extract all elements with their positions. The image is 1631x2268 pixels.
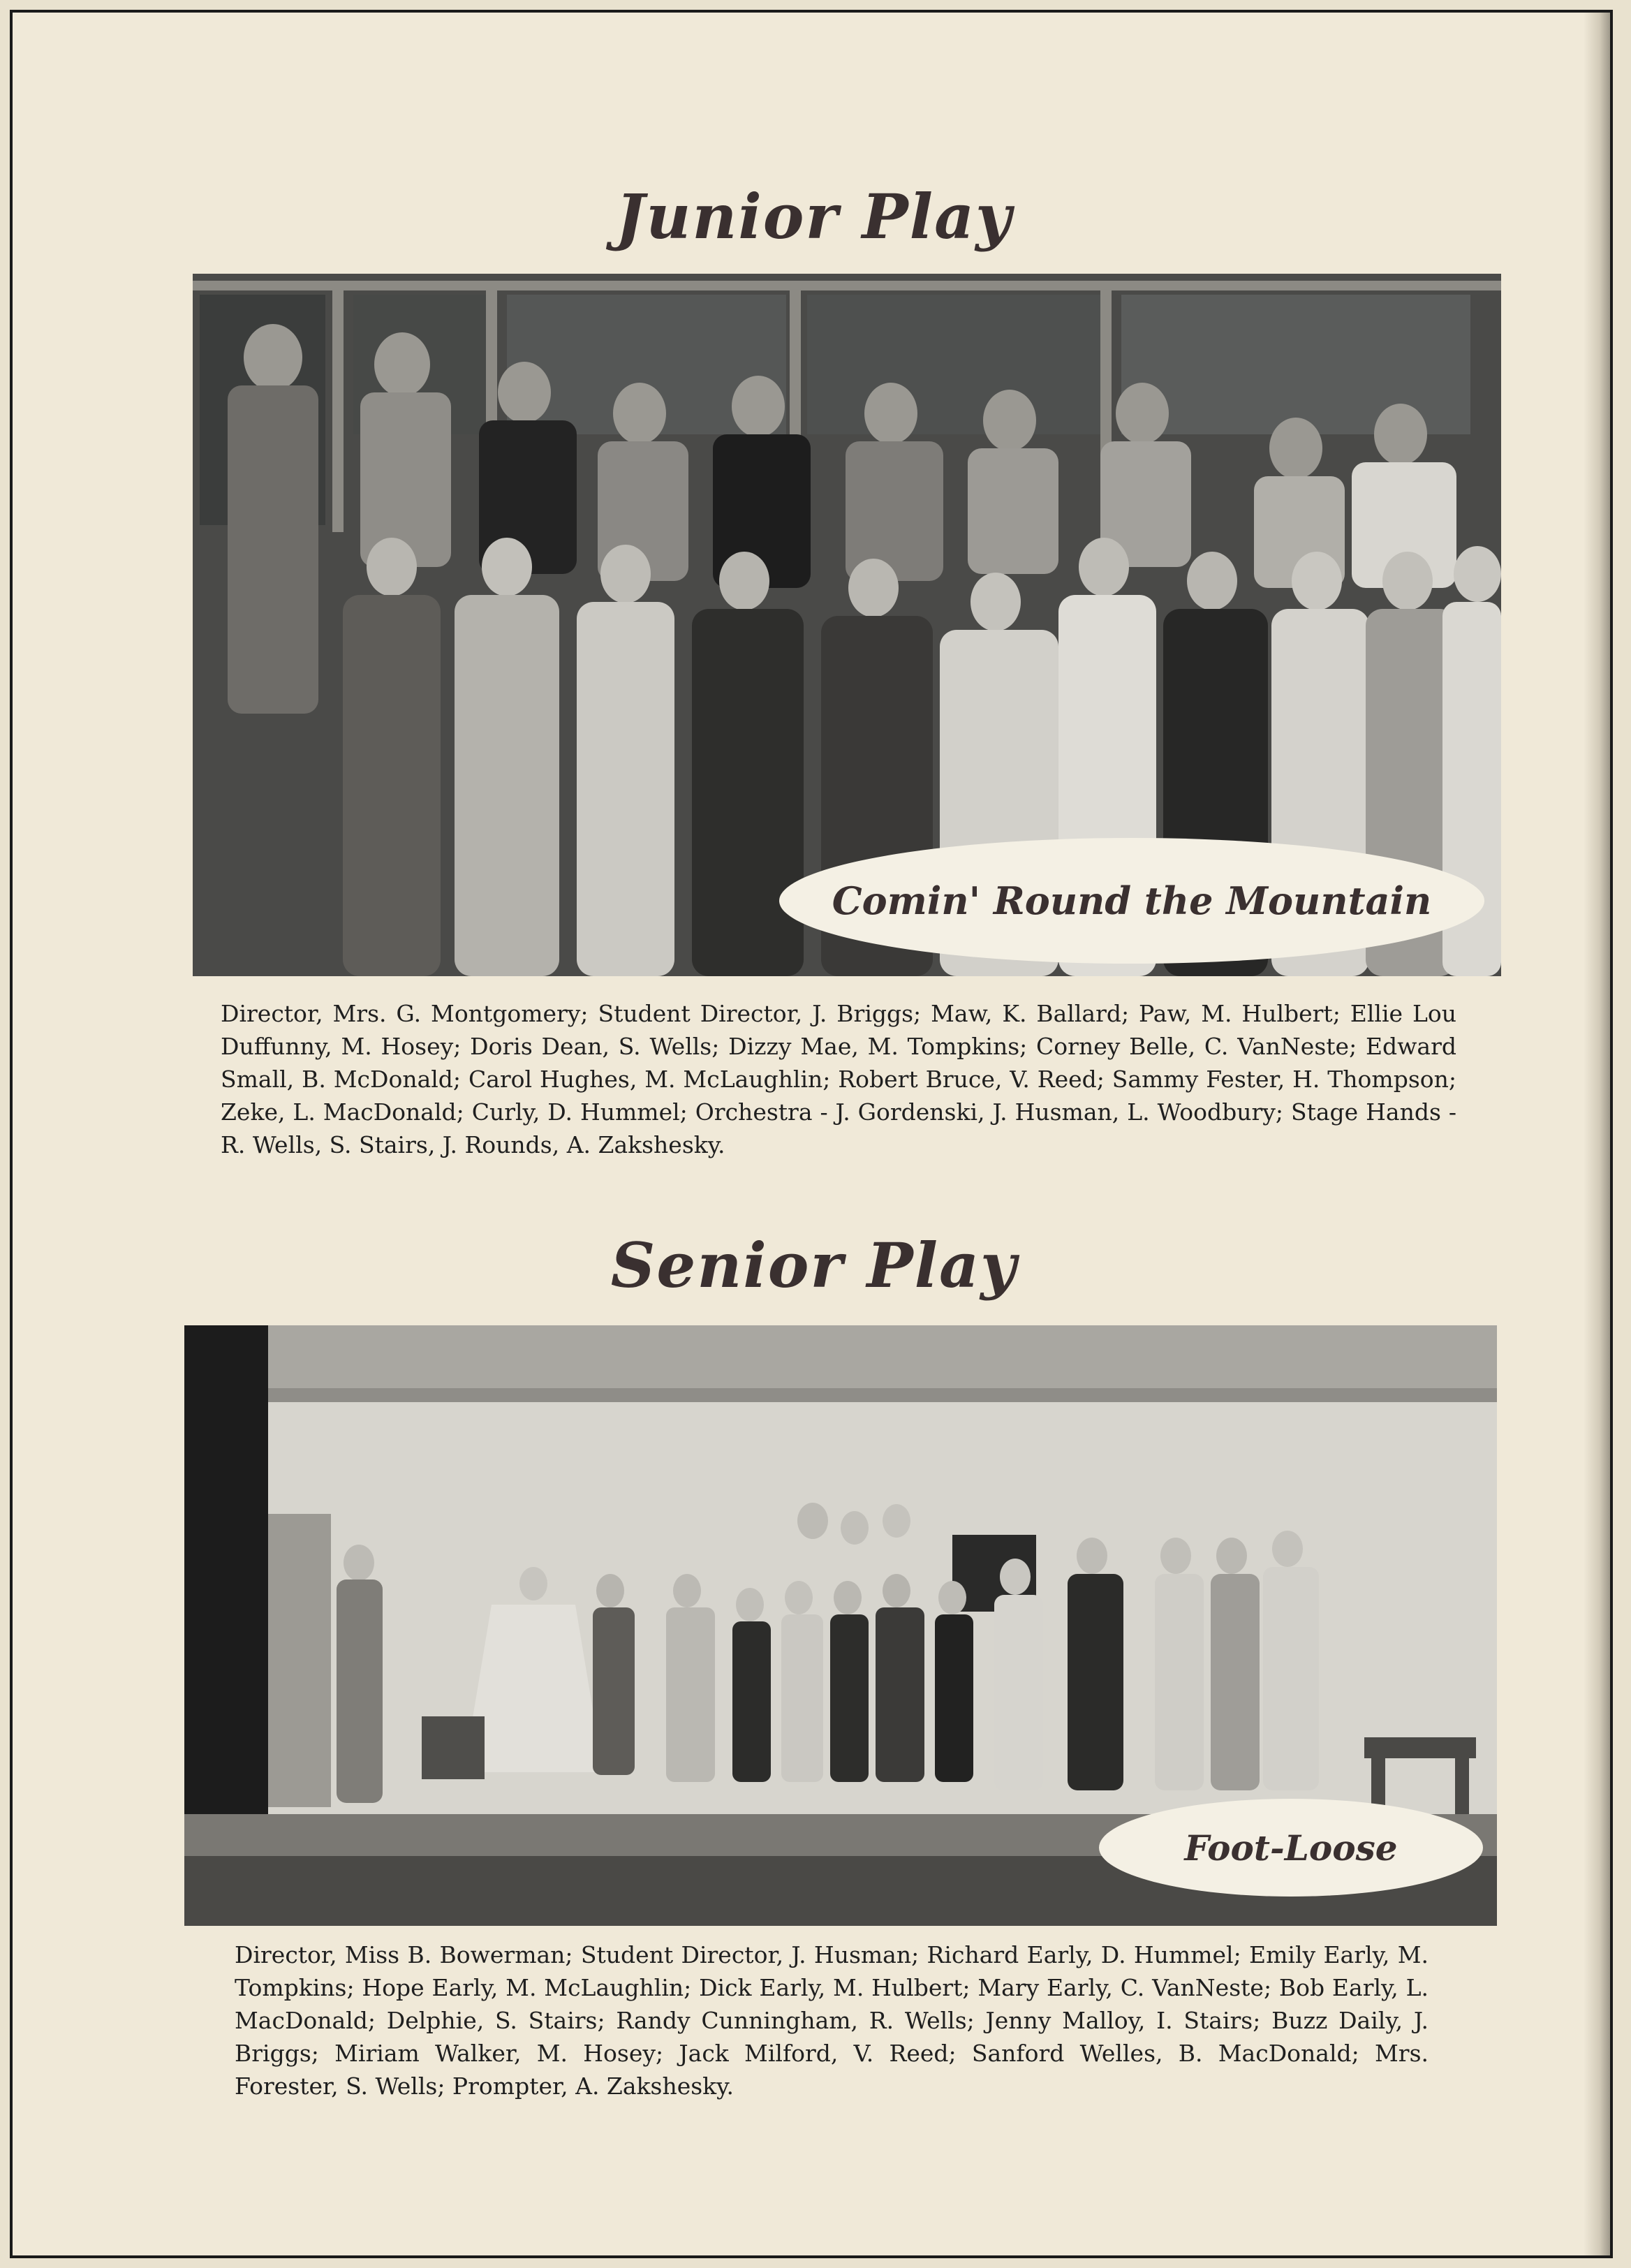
senior-play-photo xyxy=(184,1325,1497,1926)
spine-shadow xyxy=(1584,13,1610,2255)
junior-play-title-banner: Comin' Round the Mountain xyxy=(779,838,1484,964)
senior-play-heading: Senior Play xyxy=(610,1229,1018,1302)
senior-play-credits: Director, Miss B. Bowerman; Student Director, J. Husman; Richard Early, D. Hummel; Emily Early, M. Tompkins; Hope Early, M. McLaughlin; Dick Early, M. Hulbert; Mary Early, C. VanNeste; Bob Early, L. MacDonald; Delphie, S. Stairs; Randy Cunningham, R. Wells; Jenny Malloy, I. Stairs; Buzz Daily, J. Briggs; Miriam Walker, M. Hosey; Jack Milford, V. Reed; Sanford Welles, B. MacDonald; Mrs. Forester, S. Wells; Prompter, A. Zakshesky. xyxy=(235,1941,1429,2100)
senior-play-title-banner: Foot-Loose xyxy=(1099,1799,1483,1897)
junior-play-heading: Junior Play xyxy=(615,180,1013,253)
junior-play-credits: Director, Mrs. G. Montgomery; Student Director, J. Briggs; Maw, K. Ballard; Paw, M. Hulbert; Ellie Lou Duffunny, M. Hosey; Doris Dean, S. Wells; Dizzy Mae, M. Tompkins; Corney Belle, C. VanNeste; Edward Small, B. McDonald; Carol Hughes, M. McLaughlin; Robert Bruce, V. Reed; Sammy Fester, H. Thompson; Zeke, L. MacDonald; Curly, D. Hummel; Orchestra - J. Gordenski, J. Husman, L. Woodbury; Stage Hands - R. Wells, S. Stairs, J. Rounds, A. Zakshesky. xyxy=(221,1000,1456,1158)
yearbook-page xyxy=(10,10,1613,2258)
junior-play-photo xyxy=(193,274,1501,976)
